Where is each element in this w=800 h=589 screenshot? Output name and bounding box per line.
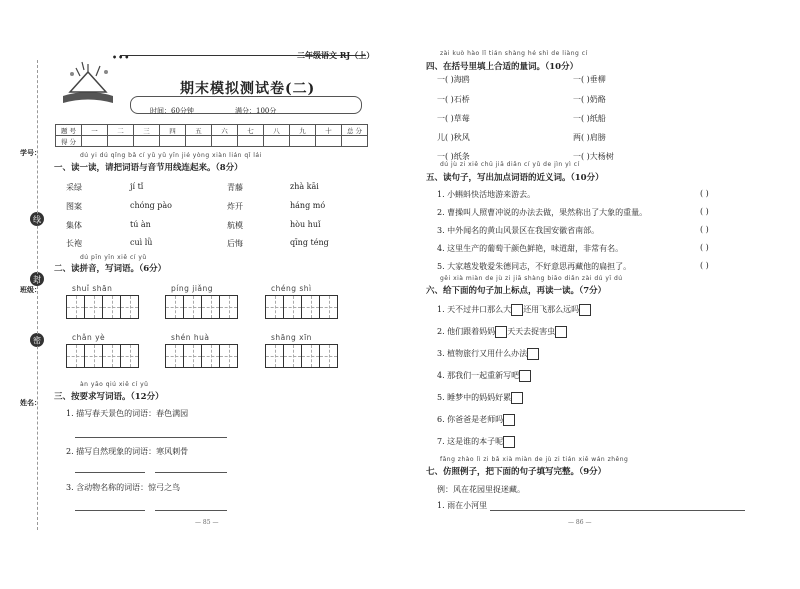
- q6-item-2: 2. 他们跟着妈妈 天天去捉害虫: [437, 326, 567, 338]
- q6-pinyin: gěi xià miàn de jù zi jiā shàng biāo diǎn zài dú yī dú: [440, 275, 623, 282]
- punctuation-box[interactable]: [503, 436, 515, 448]
- q1-pinyin-option[interactable]: zhà kāi: [290, 182, 319, 191]
- binding-line: [37, 60, 38, 530]
- q3-answer-line[interactable]: [155, 510, 227, 511]
- q2-pinyin: shāng xīn: [271, 333, 312, 342]
- punctuation-box[interactable]: [503, 414, 515, 426]
- grid-cell[interactable]: [202, 296, 220, 318]
- q4-blank-item[interactable]: 两( )肩膀: [573, 133, 606, 142]
- book-illustration: [58, 58, 118, 108]
- grid-cell[interactable]: [121, 345, 138, 367]
- q1-pinyin-option[interactable]: jí tǐ: [130, 182, 144, 191]
- score-cell[interactable]: [186, 136, 212, 147]
- seal-line-mark: 线: [30, 212, 44, 226]
- q1-pinyin-option[interactable]: hòu huǐ: [290, 220, 321, 229]
- score-cell[interactable]: [134, 136, 160, 147]
- q5-answer-paren[interactable]: ( ): [700, 207, 709, 216]
- score-table: [55, 124, 368, 147]
- q5-sentence: 1. 小蝌蚪快活地游来游去。: [437, 190, 536, 199]
- q2-pinyin: píng jiǎng: [171, 284, 214, 293]
- q4-blank-item[interactable]: 一( )石桥: [437, 95, 470, 104]
- q1-pinyin-option[interactable]: háng mó: [290, 201, 326, 210]
- q1-title: 一、读一读，请把词语与音节用线连起来。（8分）: [54, 163, 243, 173]
- grid-cell[interactable]: [121, 296, 138, 318]
- exam-title: 期末模拟测试卷(二): [180, 81, 316, 97]
- grid-cell[interactable]: [284, 296, 302, 318]
- grid-cell[interactable]: [320, 345, 337, 367]
- q5-sentence: 4. 这里生产的葡萄干颜色鲜艳，味道甜，非常有名。: [437, 244, 624, 253]
- q1-pinyin-option[interactable]: cuì lǜ: [130, 238, 153, 247]
- grid-cell[interactable]: [67, 296, 85, 318]
- punctuation-box[interactable]: [519, 370, 531, 382]
- q3-item-2: 2. 描写自然现象的词语：寒风刺骨: [66, 447, 189, 456]
- q3-answer-line[interactable]: [155, 472, 227, 473]
- seal-secret-mark: 密: [30, 333, 44, 347]
- score-table-header-cell: 七: [238, 125, 264, 136]
- page-number-right: — 86 —: [568, 519, 592, 526]
- q2-pinyin: chǎn yè: [72, 333, 106, 342]
- page-number-left: — 85 —: [195, 519, 219, 526]
- score-cell[interactable]: [316, 136, 342, 147]
- full-score-label: 满分：100分: [235, 107, 277, 115]
- grid-cell[interactable]: [103, 345, 121, 367]
- score-cell[interactable]: [264, 136, 290, 147]
- grid-cell[interactable]: [103, 296, 121, 318]
- q4-blank-item[interactable]: 一( )垂柳: [573, 75, 606, 84]
- q5-answer-paren[interactable]: ( ): [700, 225, 709, 234]
- grid-cell[interactable]: [266, 296, 284, 318]
- score-table-header-cell: 十: [316, 125, 342, 136]
- q4-blank-item[interactable]: 一( )草莓: [437, 114, 470, 123]
- time-label: 时间：60分钟: [150, 107, 194, 115]
- q6-item-3: 3. 植物旅行又用什么办法: [437, 348, 539, 360]
- punctuation-box[interactable]: [511, 304, 523, 316]
- q1-pinyin-option[interactable]: tú àn: [130, 220, 151, 229]
- q2-writing-grid[interactable]: [66, 295, 139, 319]
- grid-cell[interactable]: [320, 296, 337, 318]
- score-table-header-cell: 总 分: [342, 125, 368, 136]
- grid-cell[interactable]: [184, 296, 202, 318]
- score-table-header-cell: 一: [82, 125, 108, 136]
- score-table-header-cell: 题 号: [56, 125, 82, 136]
- score-row-label: 得 分: [56, 136, 82, 147]
- q1-word: 集体: [66, 221, 82, 230]
- q4-blank-item[interactable]: 一( )海鸥: [437, 75, 470, 84]
- q3-pinyin: àn yāo qiú xiě cí yǔ: [80, 381, 149, 388]
- q7-answer-line[interactable]: [490, 510, 745, 511]
- q4-blank-item[interactable]: 儿( )秋风: [437, 133, 470, 142]
- score-cell[interactable]: [212, 136, 238, 147]
- score-table-header-cell: 八: [264, 125, 290, 136]
- score-cell[interactable]: [342, 136, 368, 147]
- grid-cell[interactable]: [220, 296, 237, 318]
- q3-answer-line[interactable]: [75, 472, 145, 473]
- grid-cell[interactable]: [302, 296, 320, 318]
- header-dots: •••: [112, 52, 131, 62]
- q5-sentence: 3. 中外闻名的黄山风景区在我国安徽省南部。: [437, 226, 600, 235]
- q1-pinyin-option[interactable]: qīng téng: [290, 238, 329, 247]
- punctuation-box[interactable]: [495, 326, 507, 338]
- q5-title: 五、读句子，写出加点词语的近义词。（10分）: [426, 173, 604, 183]
- q4-blank-item[interactable]: 一( )纸条: [437, 152, 470, 161]
- score-table-header-cell: 二: [108, 125, 134, 136]
- q2-pinyin: chéng shì: [271, 284, 312, 293]
- q2-pinyin: shén huà: [171, 333, 210, 342]
- score-table-header-cell: 六: [212, 125, 238, 136]
- q2-pinyin: dú pīn yīn xiě cí yǔ: [80, 254, 147, 261]
- q2-pinyin: shuǐ shān: [72, 284, 113, 293]
- q6-item-7: 7. 这是谁的本子呢: [437, 436, 515, 448]
- q1-word: 后悔: [227, 239, 243, 248]
- score-cell[interactable]: [108, 136, 134, 147]
- seal-seal-mark: 封: [30, 272, 44, 286]
- q6-title: 六、给下面的句子加上标点，再读一读。（7分）: [426, 286, 607, 296]
- q3-answer-line[interactable]: [75, 437, 227, 438]
- q2-writing-grid[interactable]: [165, 295, 238, 319]
- grid-cell[interactable]: [166, 296, 184, 318]
- score-table-header-cell: 四: [160, 125, 186, 136]
- grid-cell[interactable]: [302, 345, 320, 367]
- q1-word: 青藤: [227, 183, 243, 192]
- q6-item-1: 1. 天不过井口那么大 还用飞那么远吗: [437, 304, 591, 316]
- q1-word: 航模: [227, 221, 243, 230]
- q1-word: 图案: [66, 202, 82, 211]
- q6-item-5: 5. 睡梦中的妈妈好累: [437, 392, 523, 404]
- q2-title: 二、读拼音，写词语。（6分）: [54, 264, 167, 274]
- q2-writing-grid[interactable]: [265, 344, 338, 368]
- q2-writing-grid[interactable]: [265, 295, 338, 319]
- grid-cell[interactable]: [184, 345, 202, 367]
- q1-word: 采绿: [66, 183, 82, 192]
- score-cell[interactable]: [160, 136, 186, 147]
- score-table-header-cell: 九: [290, 125, 316, 136]
- q2-writing-grid[interactable]: [66, 344, 139, 368]
- punctuation-box[interactable]: [579, 304, 591, 316]
- q3-answer-line[interactable]: [75, 510, 145, 511]
- q5-answer-paren[interactable]: ( ): [700, 243, 709, 252]
- q7-title: 七、仿照例子，把下面的句子填写完整。（9分）: [426, 467, 607, 477]
- q6-item-4: 4. 那我们一起重新写吧: [437, 370, 531, 382]
- grid-cell[interactable]: [166, 345, 184, 367]
- q5-answer-paren[interactable]: ( ): [700, 189, 709, 198]
- grid-cell[interactable]: [85, 345, 103, 367]
- q5-pinyin: dú jù zi xiě chū jiā diǎn cí yǔ de jìn yì cí: [440, 161, 580, 168]
- q4-blank-item[interactable]: 一( )大杨树: [573, 152, 614, 161]
- q5-sentence: 2. 曹操叫人照曹冲说的办法去做，果然称出了大象的重量。: [437, 208, 648, 217]
- score-table-header-cell: 五: [186, 125, 212, 136]
- q7-pinyin: fǎng zhào lì zi bǎ xià miàn de jù zi tián xiě wán zhěng: [440, 456, 629, 463]
- score-cell[interactable]: [82, 136, 108, 147]
- student-id-label: 学号：: [20, 148, 41, 157]
- q5-answer-paren[interactable]: ( ): [700, 261, 709, 270]
- score-table-header-cell: 三: [134, 125, 160, 136]
- q7-item-1: 1. 雨在小河里: [437, 501, 488, 510]
- q3-item-3: 3. 含动物名称的词语：惊弓之鸟: [66, 483, 181, 492]
- q1-word: 炸开: [227, 202, 243, 211]
- punctuation-box[interactable]: [527, 348, 539, 360]
- grade-label: 二年级语文 RJ（上）: [297, 50, 375, 60]
- grid-cell[interactable]: [220, 345, 237, 367]
- name-label: 姓名：: [20, 398, 41, 407]
- q1-pinyin: dú yi dú qǐng bǎ cí yǔ yǔ yīn jié yòng xiàn lián qǐ lái: [80, 152, 262, 159]
- score-cell[interactable]: [238, 136, 264, 147]
- q4-blank-item[interactable]: 一( )奶酪: [573, 95, 606, 104]
- punctuation-box[interactable]: [511, 392, 523, 404]
- q1-word: 长袍: [66, 239, 82, 248]
- grid-cell[interactable]: [67, 345, 85, 367]
- q4-title: 四、在括号里填上合适的量词。（10分）: [426, 62, 579, 72]
- class-label: 班级：: [20, 285, 41, 294]
- q3-title: 三、按要求写词语。（12分）: [54, 392, 164, 402]
- q1-pinyin-option[interactable]: chóng pào: [130, 201, 172, 210]
- grid-cell[interactable]: [284, 345, 302, 367]
- q5-sentence: 5. 大家越发敬爱朱德同志，不好意思再藏他的扁担了。: [437, 262, 632, 271]
- grid-cell[interactable]: [85, 296, 103, 318]
- q4-pinyin: zài kuò hào lǐ tián shàng hé shì de liàng cí: [440, 50, 588, 57]
- q4-blank-item[interactable]: 一( )纸船: [573, 114, 606, 123]
- q2-writing-grid[interactable]: [165, 344, 238, 368]
- q3-item-1: 1. 描写春天景色的词语：春色满园: [66, 409, 189, 418]
- score-cell[interactable]: [290, 136, 316, 147]
- grid-cell[interactable]: [266, 345, 284, 367]
- q7-example: 例：风在花园里捉迷藏。: [437, 485, 525, 494]
- grid-cell[interactable]: [202, 345, 220, 367]
- punctuation-box[interactable]: [555, 326, 567, 338]
- q6-item-6: 6. 你爸爸是老师吗: [437, 414, 515, 426]
